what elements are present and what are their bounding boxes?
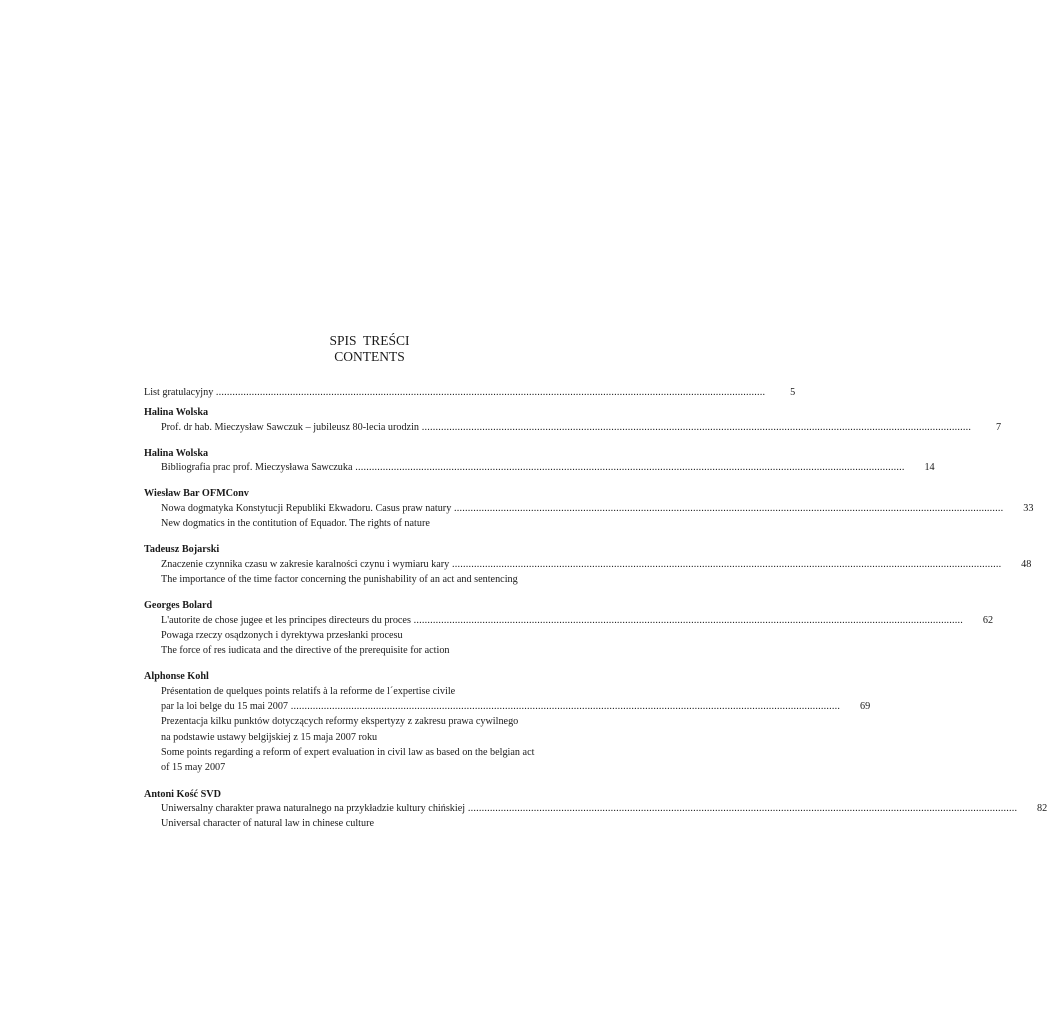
- toc-entry[interactable]: [144, 599, 994, 657]
- toc-entry[interactable]: [144, 447, 935, 475]
- page-number: 14: [924, 462, 935, 474]
- toc-entry-list-gratulacyjny[interactable]: [144, 386, 796, 399]
- page-number: 5: [790, 387, 796, 398]
- toc-entry[interactable]: [144, 487, 1034, 530]
- entry-title-line: [144, 802, 1047, 815]
- entry-title-line: The force of res iudicata and the directive of the prerequisite for action: [161, 645, 450, 657]
- entry-title-line: na podstawie ustawy belgijskiej z 15 maja 2007 roku: [161, 731, 378, 743]
- page-number: 62: [982, 614, 994, 626]
- dot-leader: ........................................................................................................................................................................................................: [215, 387, 766, 398]
- entry-title-line: Universal character of natural law in chinese culture: [161, 818, 374, 830]
- entry-author: Georges Bolard: [144, 600, 213, 612]
- entry-author: Wiesław Bar OFMConv: [144, 488, 249, 500]
- toc-entry[interactable]: [144, 543, 1032, 586]
- page-number: 48: [1021, 558, 1032, 570]
- entry-title: Uniwersalny charakter prawa naturalnego na przykładzie kultury chińskiej: [161, 802, 466, 814]
- entry-author: Tadeusz Bojarski: [144, 544, 220, 556]
- entry-author: Antoni Kość SVD: [144, 788, 221, 800]
- toc-entry[interactable]: [144, 788, 1047, 831]
- entry-title-line: Présentation de quelques points relatifs à la reforme de l´expertise civile: [161, 685, 456, 697]
- entry-title: Nowa dogmatyka Konstytucji Republiki Ekwadoru. Casus praw natury: [161, 502, 452, 514]
- entry-title-line: Prezentacja kilku punktów dotyczących reformy ekspertyzy z zakresu prawa cywilnego: [161, 716, 519, 728]
- toc-entries: [144, 406, 1047, 830]
- page-number: 82: [1037, 802, 1047, 814]
- toc-entry[interactable]: [144, 670, 871, 774]
- entry-title-line: [144, 461, 935, 474]
- heading-polish: SPIS TREŚCI: [329, 333, 410, 348]
- heading-english: CONTENTS: [334, 349, 405, 364]
- dot-leader: ........................................................................................................................................................................................................: [419, 421, 972, 433]
- page-number: 69: [859, 701, 871, 713]
- entry-title-line: [144, 502, 1034, 515]
- entry-author: Alphonse Kohl: [144, 671, 209, 683]
- entry-title: Bibliografia prac prof. Mieczysława Sawczuka: [161, 462, 353, 474]
- entry-title: Znaczenie czynnika czasu w zakresie karalności czynu i wymiaru kary: [161, 558, 450, 570]
- dot-leader: ........................................................................................................................................................................................................: [410, 614, 964, 626]
- entry-title-line: The importance of the time factor concerning the punishability of an act and sentencing: [161, 573, 518, 585]
- entry-title: Prof. dr hab. Mieczysław Sawczuk – jubileusz 80-lecia urodzin: [161, 421, 420, 433]
- dot-leader: ........................................................................................................................................................................................................: [449, 558, 1002, 570]
- entry-author: Halina Wolska: [144, 407, 209, 419]
- dot-leader: ........................................................................................................................................................................................................: [352, 462, 905, 474]
- entry-title-line: [144, 614, 994, 627]
- page-number: 7: [996, 421, 1002, 433]
- dot-leader: ........................................................................................................................................................................................................: [288, 701, 841, 713]
- entry-title: L'autorite de chose jugee et les principes directeurs du proces: [161, 614, 411, 626]
- entry-title-line: [144, 700, 871, 713]
- page-number: 33: [1023, 502, 1034, 514]
- entry-title-line: of 15 may 2007: [161, 762, 226, 774]
- entry-title-line: [144, 558, 1032, 571]
- dot-leader: ........................................................................................................................................................................................................: [465, 802, 1018, 814]
- entry-title: par la loi belge du 15 mai 2007: [161, 701, 289, 713]
- table-of-contents: [144, 386, 1047, 830]
- entry-title-line: New dogmatics in the contitution of Equador. The rights of nature: [161, 518, 430, 530]
- dot-leader: ........................................................................................................................................................................................................: [451, 502, 1004, 514]
- toc-title: List gratulacyjny: [144, 387, 214, 398]
- entry-title-line: [144, 421, 1002, 434]
- contents-heading: [158, 333, 581, 365]
- entry-author: Halina Wolska: [144, 447, 209, 459]
- entry-title-line: Powaga rzeczy osądzonych i dyrektywa przesłanki procesu: [161, 629, 403, 641]
- entry-title-line: Some points regarding a reform of expert evaluation in civil law as based on the belgian act: [161, 746, 535, 758]
- contents-page: [144, 333, 1047, 843]
- toc-entry[interactable]: [144, 406, 1002, 434]
